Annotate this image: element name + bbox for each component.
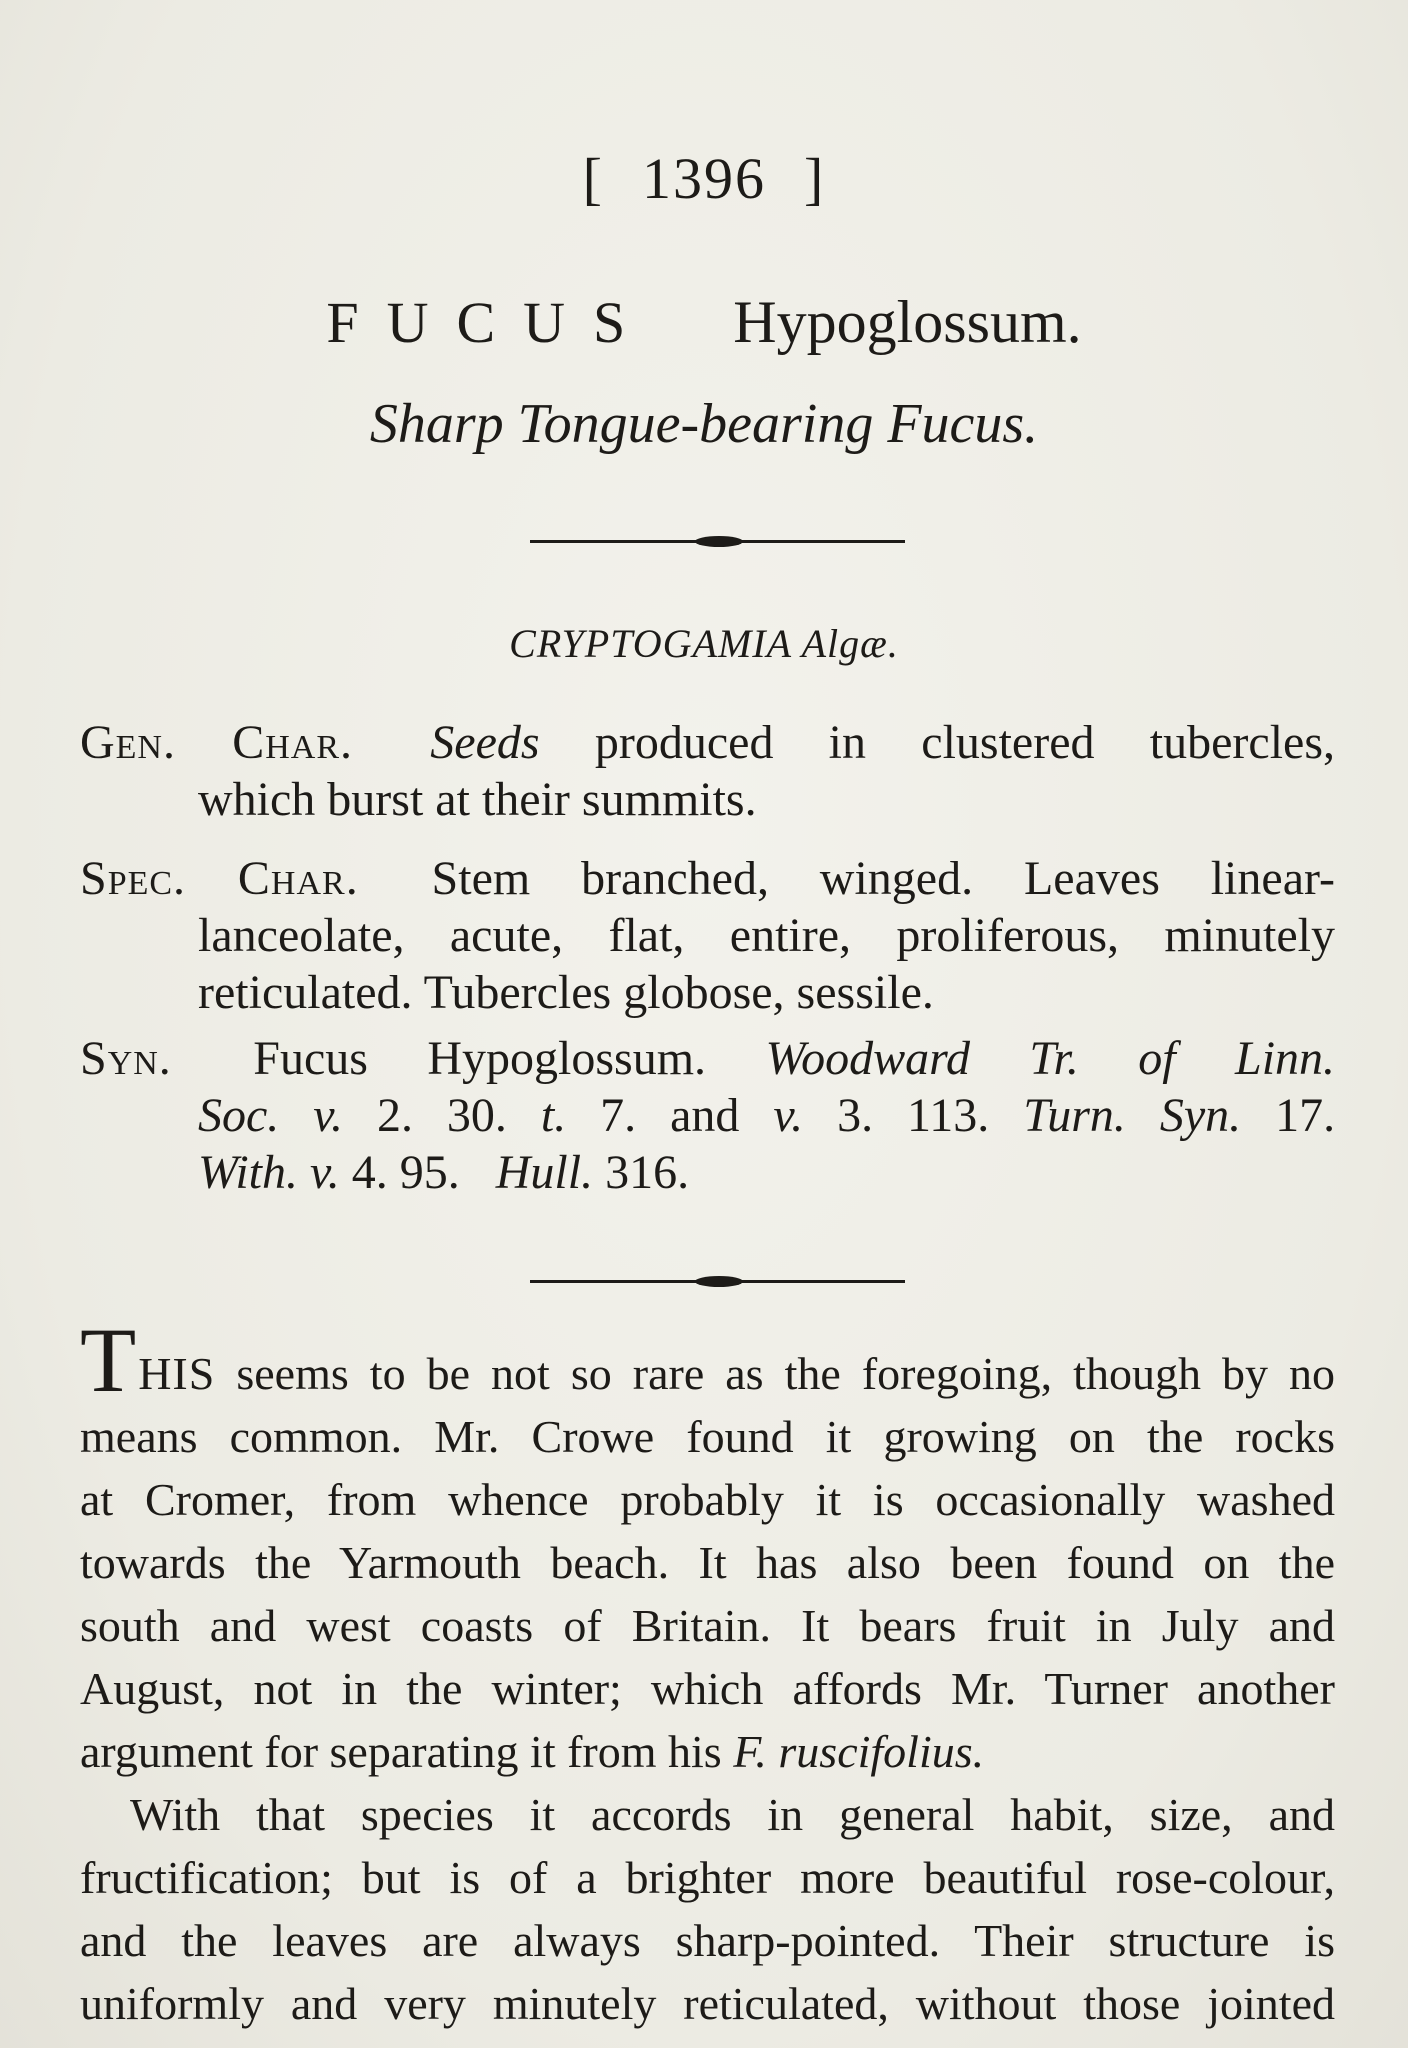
syn-7-and: 7. and	[600, 1089, 740, 1142]
spec-char-label: Spec. Char.	[80, 852, 359, 905]
p1-caps: HIS	[138, 1348, 216, 1399]
syn-soc: Soc. v.	[198, 1089, 343, 1142]
p1-line-5: south and west coasts of Britain. It bears fruit in July and	[80, 1600, 1335, 1651]
syn-17: 17.	[1275, 1089, 1336, 1142]
p2-line-3: and the leaves are always sharp-pointed. Their structure is	[80, 1915, 1335, 1966]
generic-character	[80, 714, 1335, 828]
drop-cap: T	[80, 1309, 137, 1411]
syn-line-1	[80, 1030, 1335, 1087]
page-number-value: 1396	[642, 146, 766, 211]
p1-line-6: August, not in the winter; which affords Mr. Turner another	[80, 1663, 1335, 1714]
syn-line-3	[80, 1144, 1335, 1201]
page-number	[0, 145, 1408, 212]
gen-char-label: Gen. Char.	[80, 716, 354, 769]
p1-text-1: seems to be not so rare as the foregoing, though by no	[236, 1348, 1335, 1399]
description	[80, 1309, 1335, 2035]
bracket-close: ]	[804, 146, 826, 211]
syn-label: Syn.	[80, 1032, 172, 1085]
spec-char-line-1	[80, 850, 1335, 907]
p1-ruscifolius: F. ruscifolius.	[733, 1726, 985, 1777]
p1-line-7	[80, 1720, 1335, 1783]
p1-line-1	[80, 1309, 1335, 1411]
specific-character	[80, 850, 1335, 1021]
ornamental-divider-top	[530, 540, 905, 543]
p2-line-1: With that species it accords in general habit, size, and	[130, 1789, 1335, 1840]
ornamental-divider-bottom	[530, 1280, 905, 1283]
gen-char-seeds: Seeds	[430, 716, 540, 769]
syn-fucus: Fucus Hypoglossum.	[253, 1032, 707, 1085]
syn-v: v.	[773, 1089, 804, 1142]
syn-316: 316.	[605, 1146, 690, 1199]
spec-char-text-1: Stem branched, winged. Leaves linear-	[431, 852, 1335, 905]
syn-woodward: Woodward Tr. of Linn.	[765, 1032, 1336, 1085]
syn-turn: Turn. Syn.	[1023, 1089, 1242, 1142]
species-title	[0, 288, 1408, 357]
genus-name: FUCUS	[326, 290, 654, 355]
p1-text-7: argument for separating it from his	[80, 1726, 722, 1777]
synonyms	[80, 1030, 1335, 1201]
syn-3-113: 3. 113.	[837, 1089, 990, 1142]
bracket-open: [	[582, 146, 604, 211]
spec-char-line-3: reticulated. Tubercles globose, sessile.	[198, 966, 934, 1019]
syn-t: t.	[540, 1089, 567, 1142]
syn-4-95: 4. 95.	[351, 1146, 460, 1199]
syn-2-30: 2. 30.	[376, 1089, 507, 1142]
gen-char-text-1: produced in clustered tubercles,	[594, 716, 1336, 769]
spec-char-line-2: lanceolate, acute, flat, entire, proliferous, minutely	[198, 909, 1335, 962]
syn-hull: Hull.	[495, 1146, 594, 1199]
order-name: Algæ.	[801, 621, 899, 666]
p2-line-2: fructification; but is of a brighter more beautiful rose-colour,	[80, 1852, 1335, 1903]
p1-line-2: means common. Mr. Crowe found it growing on the rocks	[80, 1411, 1335, 1462]
gen-char-line-2: which burst at their summits.	[198, 773, 757, 826]
common-name: Sharp Tongue-bearing Fucus.	[369, 393, 1039, 455]
p1-line-3: at Cromer, from whence probably it is occasionally washed	[80, 1474, 1335, 1525]
p1-line-4: towards the Yarmouth beach. It has also been found on the	[80, 1537, 1335, 1588]
syn-with: With. v.	[198, 1146, 340, 1199]
p2-line-4: uniformly and very minutely reticulated, without those jointed	[80, 1978, 1335, 2029]
species-name: Hypoglossum.	[733, 289, 1082, 355]
class-name: CRYPTOGAMIA	[509, 621, 792, 666]
gen-char-line-1	[80, 714, 1335, 771]
classification	[0, 620, 1408, 667]
syn-line-2	[80, 1087, 1335, 1144]
